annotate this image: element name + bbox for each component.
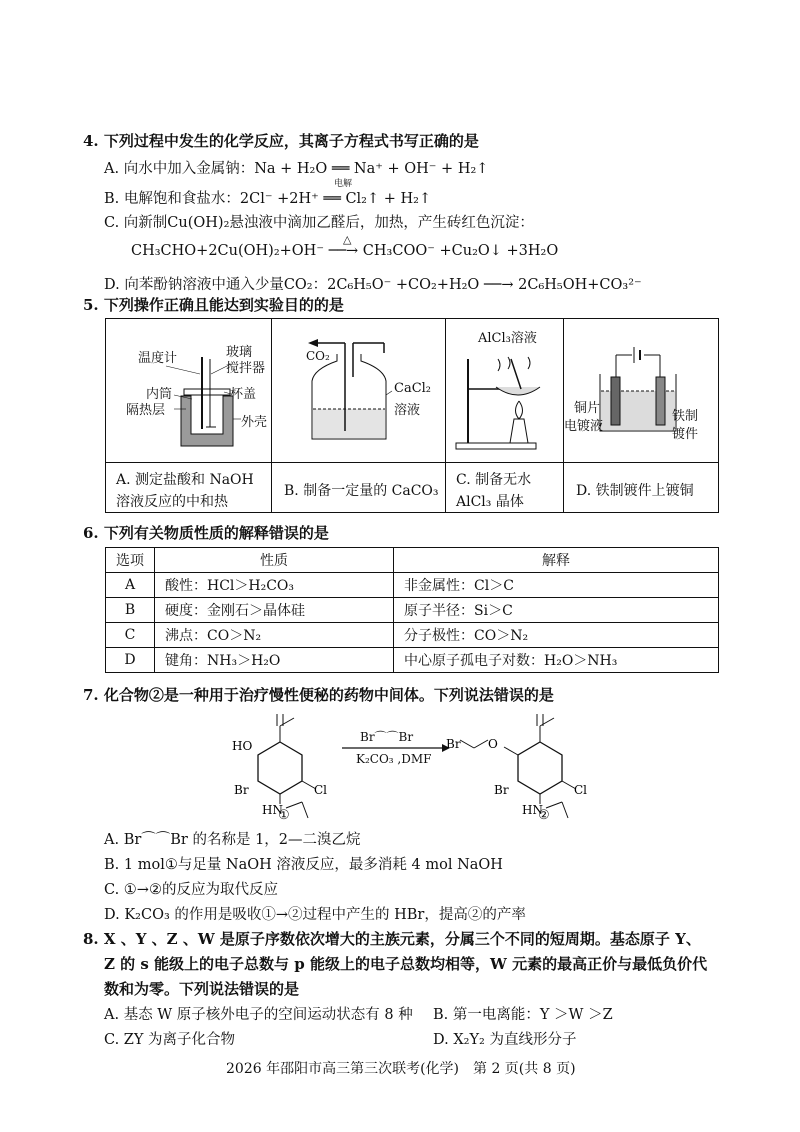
q8-option-a: A. 基态 W 原子核外电子的空间运动状态有 8 种 <box>104 1007 413 1023</box>
svg-text:HN: HN <box>262 803 283 817</box>
label-co2: CO₂ <box>306 349 330 363</box>
cell-option: A <box>106 573 155 598</box>
cell-option: C <box>106 623 155 648</box>
header-property: 性质 <box>155 548 394 573</box>
table-row <box>106 573 719 598</box>
svg-text:HO: HO <box>232 739 253 753</box>
table-row <box>106 598 719 623</box>
cell-property: 键角：NH₃＞H₂O <box>155 648 394 673</box>
svg-text:Br: Br <box>494 783 509 797</box>
q5-option-a: A. 测定盐酸和 NaOH 溶液反应的中和热 <box>116 472 254 510</box>
q4-stem: 4. 下列过程中发生的化学反应，其离子方程式书写正确的是 <box>83 132 479 150</box>
compound-2-label: ② <box>538 808 550 823</box>
table-row <box>106 623 719 648</box>
q8-stem-line2: Z 的 s 能级上的电子总数与 p 能级上的电子总数均相等，W 元素的最高正价与最低负价代 <box>104 955 708 973</box>
label-lid: 杯盖 <box>230 387 257 402</box>
q7-option-d: D. K₂CO₃ 的作用是吸收①→②过程中产生的 HBr，提高②的产率 <box>104 907 526 923</box>
q4-option-b: B. 电解饱和食盐水：2Cl⁻ +2H⁺ ══ Cl₂↑ + H₂↑ <box>104 191 432 207</box>
q8-option-b: B. 第一电离能：Y ＞W ＞Z <box>433 1007 613 1023</box>
label-solution: 溶液 <box>394 403 421 418</box>
svg-text:O: O <box>488 737 498 751</box>
q8-option-d: D. X₂Y₂ 为直线形分子 <box>433 1032 577 1048</box>
svg-text:Cl: Cl <box>314 783 328 797</box>
q6-table <box>105 547 719 673</box>
svg-text:Br: Br <box>446 737 461 751</box>
q5-option-c: C. 制备无水 AlCl₃ 晶体 <box>456 472 532 510</box>
q7-stem: 7. 化合物②是一种用于治疗慢性便秘的药物中间体。下列说法错误的是 <box>83 686 554 704</box>
label-insulation: 隔热层 <box>126 403 166 418</box>
header-option: 选项 <box>106 548 155 573</box>
q5-stem: 5. 下列操作正确且能达到实验目的的是 <box>83 296 344 314</box>
page-footer: 2026 年邵阳市高三第三次联考(化学) 第 2 页(共 8 页) <box>226 1061 576 1077</box>
q5-option-d: D. 铁制镀件上镀铜 <box>576 483 694 499</box>
label-iron-part-1: 铁制 <box>672 409 699 424</box>
label-copper-plate: 铜片 <box>574 401 601 416</box>
cell-property: 酸性：HCl＞H₂CO₃ <box>155 573 394 598</box>
q8-option-c: C. ZY 为离子化合物 <box>104 1032 236 1048</box>
reagent-dibromoethane: Br⌒⌒Br <box>360 730 414 744</box>
label-glass: 玻璃 <box>226 345 253 360</box>
q8-stem-line3: 数和为零。下列说法错误的是 <box>104 980 300 998</box>
svg-text:Cl: Cl <box>574 783 588 797</box>
reagent-conditions: K₂CO₃ ,DMF <box>356 752 432 766</box>
q4-c-equation: CH₃CHO+2Cu(OH)₂+OH⁻ ──→ CH₃COO⁻ +Cu₂O↓ +3H₂O <box>131 243 559 259</box>
cell-option: D <box>106 648 155 673</box>
label-cacl2: CaCl₂ <box>394 381 432 396</box>
label-thermometer: 温度计 <box>138 351 178 366</box>
q4-b-condition: 电解 <box>334 179 353 189</box>
cell-explanation: 非金属性：Cl＞C <box>394 573 719 598</box>
label-outer-shell: 外壳 <box>241 415 268 430</box>
q4-option-d: D. 向苯酚钠溶液中通入少量CO₂：2C₆H₅O⁻ +CO₂+H₂O ──→ 2C₆H₅OH+CO₃²⁻ <box>104 277 642 293</box>
q5-option-b: B. 制备一定量的 CaCO₃ <box>284 483 439 499</box>
header-explanation: 解释 <box>394 548 719 573</box>
label-alcl3-solution: AlCl₃溶液 <box>478 331 537 346</box>
q8-stem-line1: 8. X 、Y 、Z 、W 是原子序数依次增大的主族元素，分属三个不同的短周期。基态原子 Y、 <box>83 930 701 948</box>
q4-option-c: C. 向新制Cu(OH)₂悬浊液中滴加乙醛后，加热，产生砖红色沉淀： <box>104 215 534 231</box>
q7-option-b: B. 1 mol①与足量 NaOH 溶液反应，最多消耗 4 mol NaOH <box>104 857 503 873</box>
svg-text:HN: HN <box>522 803 543 817</box>
cell-property: 硬度：金刚石＞晶体硅 <box>155 598 394 623</box>
table-row <box>106 648 719 673</box>
cell-option: B <box>106 598 155 623</box>
q5-figure-panel <box>105 318 719 513</box>
q6-stem: 6. 下列有关物质性质的解释错误的是 <box>83 524 329 542</box>
label-iron-part-2: 镀件 <box>672 427 699 442</box>
compound-1-label: ① <box>278 808 290 823</box>
q7-option-a: A. Br⌒⌒Br 的名称是 1，2—二溴乙烷 <box>104 832 361 848</box>
q7-option-c: C. ①→②的反应为取代反应 <box>104 882 278 898</box>
svg-text:Br: Br <box>234 783 249 797</box>
table-header-row <box>106 548 719 573</box>
q4-option-a: A. 向水中加入金属钠：Na + H₂O ══ Na⁺ + OH⁻ + H₂↑ <box>104 161 489 177</box>
label-plating-solution: 电镀液 <box>564 419 604 434</box>
label-stirrer: 搅拌器 <box>226 361 266 376</box>
q4-c-condition: △ <box>343 233 352 246</box>
label-inner-cylinder: 内筒 <box>146 387 173 402</box>
cell-property: 沸点：CO＞N₂ <box>155 623 394 648</box>
cell-explanation: 原子半径：Si＞C <box>394 598 719 623</box>
cell-explanation: 中心原子孤电子对数：H₂O＞NH₃ <box>394 648 719 673</box>
cell-explanation: 分子极性：CO＞N₂ <box>394 623 719 648</box>
